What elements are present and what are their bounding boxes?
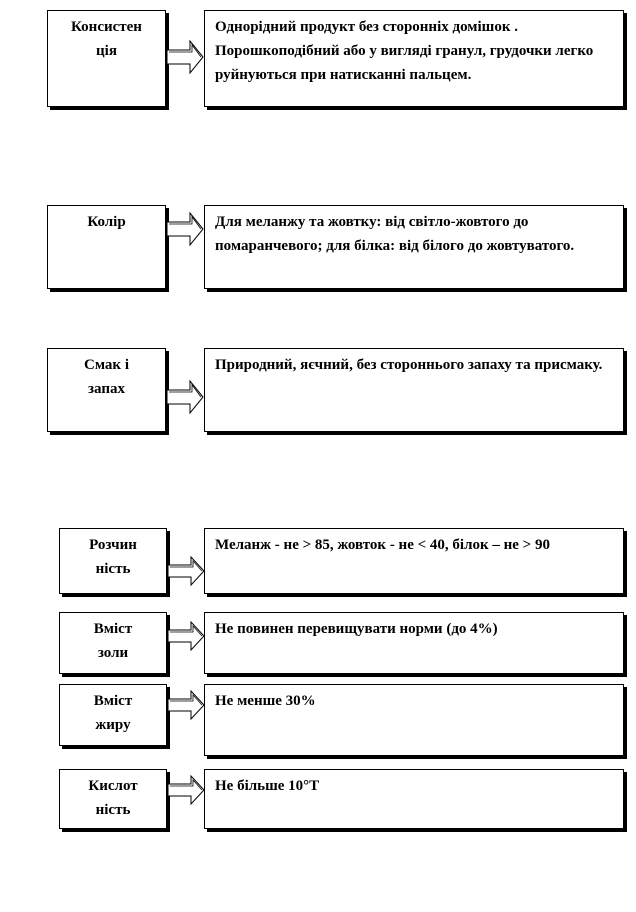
label-box-acidity: Кислот ність [59, 769, 167, 829]
desc-box-fat-content: Не менше 30% [204, 684, 624, 756]
arrow-right-icon [166, 380, 204, 414]
label-box-ash-content: Вміст золи [59, 612, 167, 674]
arrow-right-icon [167, 556, 205, 586]
label-box-taste-smell: Смак і запах [47, 348, 166, 432]
arrow-right-icon [166, 40, 204, 74]
arrow-right-icon [167, 621, 205, 651]
arrow-right-icon [167, 775, 205, 805]
desc-box-ash-content: Не повинен перевищувати норми (до 4%) [204, 612, 624, 674]
desc-box-acidity: Не більше 10°Т [204, 769, 624, 829]
desc-box-consistency: Однорідний продукт без сторонніх домішок . Порошкоподібний або у вигляді гранул, грудочки легко руйнуються при натисканні пальцем. [204, 10, 624, 107]
label-box-fat-content: Вміст жиру [59, 684, 167, 746]
desc-box-solubility: Меланж - не > 85, жовток - не < 40, білок – не > 90 [204, 528, 624, 594]
arrow-right-icon [166, 212, 204, 246]
arrow-right-icon [167, 690, 205, 720]
label-box-color: Колір [47, 205, 166, 289]
desc-box-taste-smell: Природний, яєчний, без стороннього запаху та присмаку. [204, 348, 624, 432]
label-box-solubility: Розчин ність [59, 528, 167, 594]
desc-box-color: Для меланжу та жовтку: від світло-жовтого до помаранчевого; для білка: від білого до жовтуватого. [204, 205, 624, 289]
label-box-consistency: Консистен ція [47, 10, 166, 107]
